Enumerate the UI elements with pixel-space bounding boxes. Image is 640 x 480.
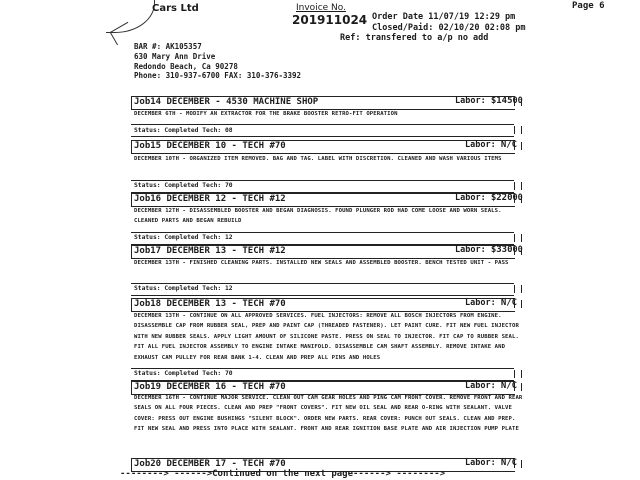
invoice-label: Invoice No. bbox=[296, 3, 346, 13]
job-title: Job19 DECEMBER 16 - TECH #70 bbox=[134, 382, 286, 392]
page-number: Page 6 bbox=[572, 1, 605, 11]
status-tick bbox=[514, 126, 522, 134]
labor-label: Labor: bbox=[455, 245, 486, 255]
job-description: DECEMBER 6TH - MODIFY AN EXTRACTOR FOR THE BRAKE BOOSTER RETRO-FIT OPERATION bbox=[134, 111, 398, 117]
labor-value: $145 bbox=[490, 96, 513, 106]
job-description: DECEMBER 13TH - CONTINUE ON ALL APPROVED SERVICES. FUEL INJECTORS: REMOVE ALL BOSCH INJECTORS FROM ENGINE. DISASSEMBLE CAP FROM RUBBER SEAL, PREP AND PAINT CAP (THREADED FASTENER). LET PAINT CURE. FIT NEW FUEL INJECTOR WITH NEW RUBBER SEALS. APPLY LIGHT AMOUNT OF SILICONE PASTE. PRESS ON SEAL TO INJECTOR. FIT CAP TO RUBBER SEAL. FIT ALL FUEL INJECTOR ASSEMBLY TO ENGINE INTAKE MANIFOLD. DISASSEMBLE CAM SHAFT ASSEMBLY. REMOVE INTAKE AND EXHAUST CAM PULLEY FOR REAR BANK 1-4. CLEAN AND PREP ALL PINS AND HOLES bbox=[134, 313, 519, 361]
status-tick bbox=[514, 285, 522, 293]
job-labor bbox=[455, 193, 523, 203]
labor-value: N/C bbox=[500, 140, 518, 150]
job-labor bbox=[465, 140, 517, 150]
labor-cents: 00 bbox=[512, 193, 523, 203]
continued-notice: --------> ------>Continued on the next page------> --------> bbox=[120, 469, 446, 479]
labor-label: Labor: bbox=[465, 298, 496, 308]
job-labor bbox=[455, 245, 523, 255]
order-date: Order Date 11/07/19 12:29 pm bbox=[372, 12, 516, 22]
job-status: Status: Completed Tech: 70 bbox=[134, 370, 233, 377]
labor-label: Labor: bbox=[455, 96, 486, 106]
bar-number: BAR #: AK105357 bbox=[134, 42, 202, 51]
company-name: Cars Ltd bbox=[152, 3, 199, 14]
job-labor bbox=[465, 458, 517, 468]
job-title: Job15 DECEMBER 10 - TECH #70 bbox=[134, 141, 286, 151]
invoice-number: 201911024 bbox=[292, 13, 368, 27]
labor-label: Labor: bbox=[465, 140, 496, 150]
labor-value: $330 bbox=[490, 245, 513, 255]
job-title: Job20 DECEMBER 17 - TECH #70 bbox=[134, 459, 286, 469]
status-tick bbox=[514, 234, 522, 242]
labor-value: $220 bbox=[490, 193, 513, 203]
job-description: DECEMBER 12TH - DISASSEMBLED BOOSTER AND BEGAN DIAGNOSIS. FOUND PLUNGER ROD HAD COME LOOSE AND WORN SEALS. CLEANED PARTS AND BEGAN REBUILD bbox=[134, 208, 502, 225]
address-line-1: 630 Mary Ann Drive bbox=[134, 52, 216, 61]
job-description: DECEMBER 16TH - CONTINUE MAJOR SERVICE. CLEAN OUT CAM GEAR HOLES AND PING CAM FRONT COVER. REMOVE FRONT AND REAR SEALS ON ALL FOUR PIECES. CLEAN AND PREP "FRONT COVERS". FIT NEW OIL SEAL AND REAR O-RING WITH SEALANT. VALVE COVER: PRESS OUT ENGINE BUSHINGS "SILENT BLOCK". ORDER NEW PARTS. REAR COVER: PUNCH OUT SEALS. CLEAN AND PREP. FIT NEW SEAL AND PRESS INTO PLACE WITH SEALANT. FRONT AND REAR IGNITION BASE PLATE AND AIR INJECTION PUMP PLATE bbox=[134, 395, 523, 433]
status-tick bbox=[514, 370, 522, 378]
address-line-2: Redondo Beach, Ca 90278 bbox=[134, 62, 238, 71]
job-description: DECEMBER 10TH - ORGANIZED ITEM REMOVED. BAG AND TAG. LABEL WITH DISCRETION. CLEANED AND WASH VARIOUS ITEMS bbox=[134, 156, 502, 162]
labor-value: N/C bbox=[500, 458, 518, 468]
labor-value: N/C bbox=[500, 298, 518, 308]
labor-label: Labor: bbox=[455, 193, 486, 203]
job-labor bbox=[465, 381, 517, 391]
job-title: Job14 DECEMBER - 4530 MACHINE SHOP bbox=[134, 97, 319, 107]
status-tick bbox=[514, 182, 522, 190]
labor-label: Labor: bbox=[465, 458, 496, 468]
labor-value: N/C bbox=[500, 381, 518, 391]
job-status: Status: Completed Tech: 12 bbox=[134, 285, 233, 292]
labor-cents: 00 bbox=[512, 245, 523, 255]
phone-fax: Phone: 310-937-6700 FAX: 310-376-3392 bbox=[134, 71, 302, 80]
reference-note: Ref: transfered to a/p no add bbox=[340, 33, 489, 43]
closed-paid-date: Closed/Paid: 02/10/20 02:08 pm bbox=[372, 23, 526, 33]
labor-label: Labor: bbox=[465, 381, 496, 391]
job-title: Job18 DECEMBER 13 - TECH #70 bbox=[134, 299, 286, 309]
job-status: Status: Completed Tech: 08 bbox=[134, 127, 233, 134]
job-title: Job16 DECEMBER 12 - TECH #12 bbox=[134, 194, 286, 204]
job-status: Status: Completed Tech: 12 bbox=[134, 234, 233, 241]
job-description: DECEMBER 13TH - FINISHED CLEANING PARTS. INSTALLED NEW SEALS AND ASSEMBLED BOOSTER. BENCH TESTED UNIT - PASS bbox=[134, 260, 509, 266]
labor-cents: 00 bbox=[512, 96, 523, 106]
job-title: Job17 DECEMBER 13 - TECH #12 bbox=[134, 246, 286, 256]
job-status: Status: Completed Tech: 70 bbox=[134, 182, 233, 189]
job-labor bbox=[455, 96, 523, 106]
job-labor bbox=[465, 298, 517, 308]
